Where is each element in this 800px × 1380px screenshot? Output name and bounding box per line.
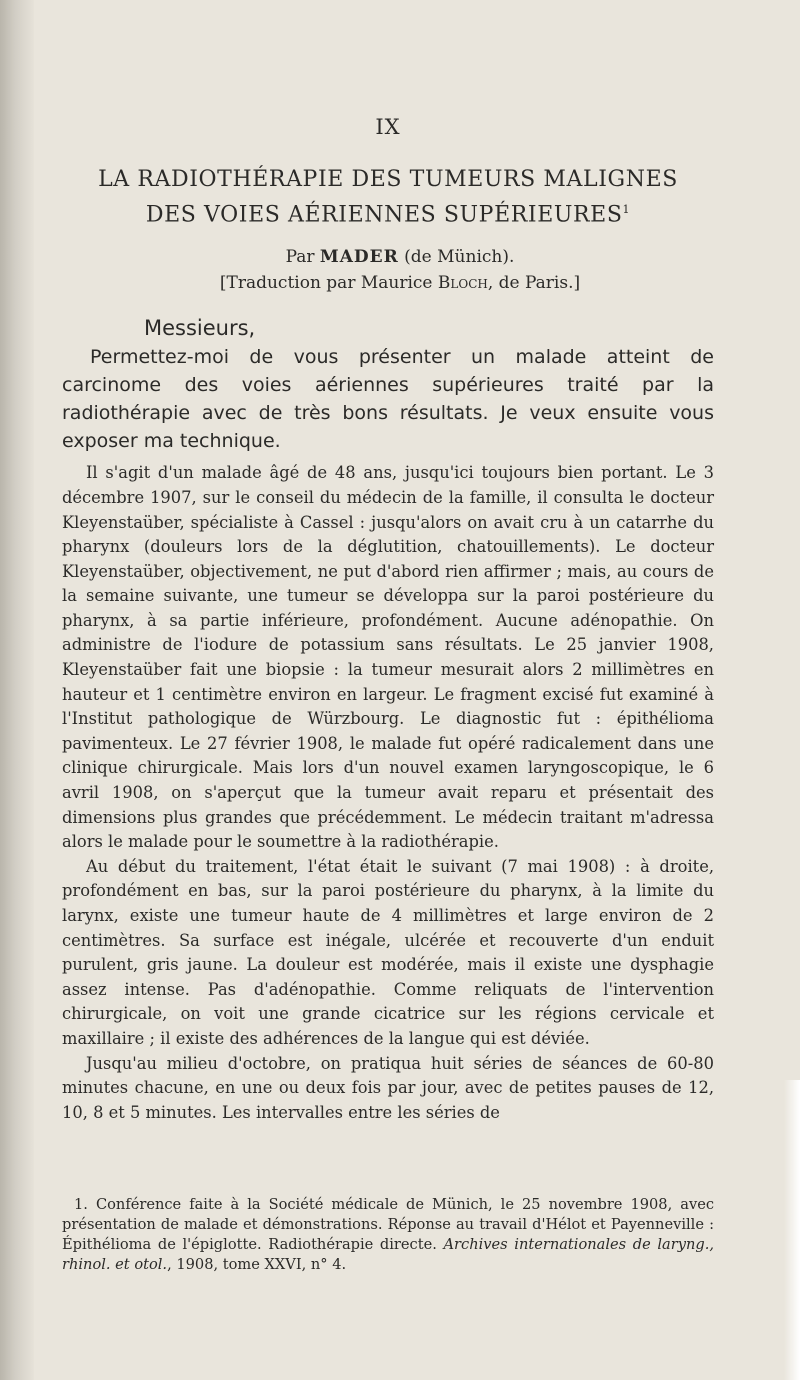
- footnote: [62, 1195, 714, 1275]
- footnotes: [62, 1195, 714, 1275]
- chapter-title: [62, 165, 714, 230]
- title-line-2: [62, 195, 714, 230]
- title-line-2-text: DES VOIES AÉRIENNES SUPÉRIEURES: [145, 202, 623, 228]
- footnote-text-end: , 1908, tome XXVI, n° 4.: [167, 1256, 347, 1273]
- author-affiliation: (de Münich).: [404, 247, 515, 268]
- translation-prefix: [Traduction par Maurice: [219, 273, 433, 294]
- author-name: MADER: [319, 247, 399, 268]
- intro-paragraph: Permettez-moi de vous présenter un malade atteint de carcinome des voies aériennes supérieures traité par la radiothérapie avec de très bons résultats. Je veux ensuite vous exposer ma technique.: [62, 346, 714, 453]
- title-line-1: LA RADIOTHÉRAPIE DES TUMEURS MALIGNES: [98, 167, 678, 192]
- title-footnote-marker: 1: [622, 203, 631, 216]
- main-text: [62, 115, 714, 1125]
- salutation: Messieurs,: [144, 316, 256, 341]
- footnote-number: 1.: [74, 1196, 88, 1213]
- chapter-number: IX: [375, 115, 401, 139]
- translation-suffix: , de Paris.]: [487, 273, 581, 294]
- byline-prefix: Par: [285, 247, 315, 268]
- body-paragraph: Il s'agit d'un malade âgé de 48 ans, jusqu'ici toujours bien portant. Le 3 décembre 1907, sur le conseil du médecin de la famille, il consulta le docteur Kleyenstaüber, spécialiste à Cassel : jusqu'alors on avait cru à un catarrhe du pharynx (douleurs lors de la déglutition, chatouillements). Le docteur Kleyenstaüber, objectivement, ne put d'abord rien affirmer ; mais, au cours de la semaine suivante, une tumeur se développa sur la paroi postérieure du pharynx, à sa partie inférieure, profondément. Aucune adénopathie. On administre de l'iodure de potassium sans résultats. Le 25 janvier 1908, Kleyenstaüber fait une biopsie : la tumeur mesurait alors 2 millimètres en hauteur et 1 centimètre environ en largeur. Le fragment excisé fut examiné à l'Institut pathologique de Würzbourg. Le diagnostic fut : épithélioma pavimenteux. Le 27 février 1908, le malade fut opéré radicalement dans une clinique chirurgicale. Mais lors d'un nouvel examen laryngoscopique, le 6 avril 1908, on s'aperçut que la tumeur avait reparu et présentait des dimensions plus grandes que précédemment. Le médecin traitant m'adressa alors le malade pour le soumettre à la radiothérapie.: [62, 463, 714, 852]
- translator-surname: Bloch: [437, 273, 488, 294]
- footnote-journal: Archives internationales de laryng., rhinol. et otol.: [62, 1236, 714, 1273]
- translation-credit: [86, 270, 714, 296]
- page-edge: [784, 1080, 800, 1380]
- footnote-text: Conférence faite à la Société médicale de Münich, le 25 novembre 1908, avec présentation de malade et démonstrations. Réponse au travail d'Hélot et Payenneville : Épithélioma de l'épiglotte. Radiothérapie directe.: [62, 1196, 715, 1253]
- byline: [86, 244, 714, 270]
- book-spine-shadow: [0, 0, 34, 1380]
- body-paragraph: Jusqu'au milieu d'octobre, on pratiqua huit séries de séances de 60-80 minutes chacune, en une ou deux fois par jour, avec de petites pauses de 12, 10, 8 et 5 minutes. Les intervalles entre les séries de: [62, 1053, 714, 1122]
- body-paragraph: Au début du traitement, l'état était le suivant (7 mai 1908) : à droite, profondément en bas, sur la paroi postérieure du pharynx, à la limite du larynx, existe une tumeur haute de 4 millimètres et large environ de 2 centimètres. Sa surface est inégale, ulcérée et recouverte d'un enduit purulent, gris jaune. La douleur est modérée, mais il existe une dysphagie assez intense. Pas d'adénopathie. Comme reliquats de l'intervention chirurgicale, on voit une grande cicatrice sur les régions cervicale et maxillaire ; il existe des adhérences de la langue qui est déviée.: [62, 856, 714, 1048]
